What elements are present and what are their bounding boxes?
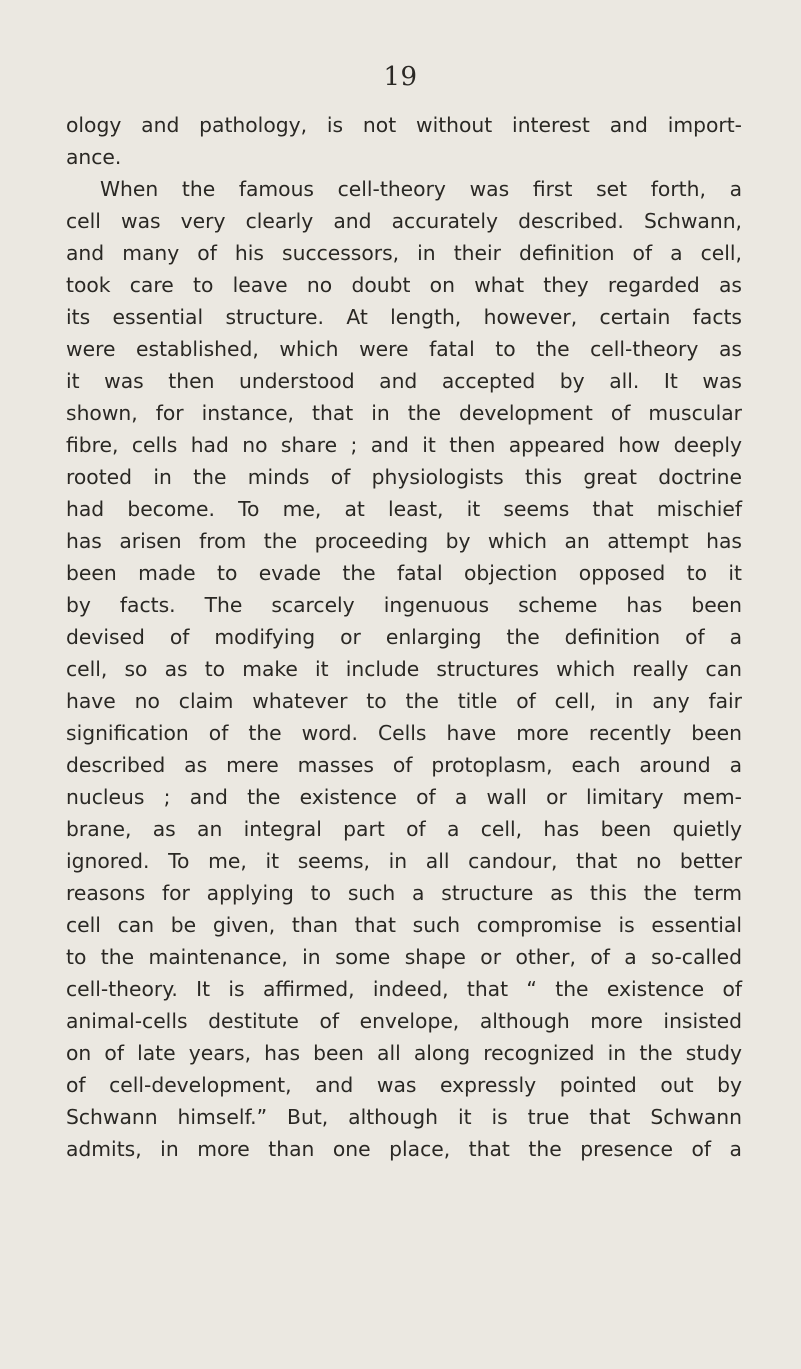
text-line: fibre, cells had no share ; and it then appeared how deeply: [66, 433, 742, 457]
text-line: ance.: [66, 145, 122, 169]
text-line: animal-cells destitute of envelope, although more insisted: [66, 1009, 742, 1033]
text-line: have no claim whatever to the title of cell, in any fair: [66, 689, 742, 713]
text-line: been made to evade the fatal objection opposed to it: [66, 561, 742, 585]
text-line: admits, in more than one place, that the presence of a: [66, 1137, 742, 1161]
text-line: cell was very clearly and accurately described. Schwann,: [66, 209, 742, 233]
text-line: nucleus ; and the existence of a wall or limitary mem-: [66, 785, 742, 809]
text-line: Schwann himself.” But, although it is true that Schwann: [66, 1105, 742, 1129]
text-line: its essential structure. At length, however, certain facts: [66, 305, 742, 329]
text-line: has arisen from the proceeding by which an attempt has: [66, 529, 742, 553]
text-line: cell-theory. It is affirmed, indeed, that “ the existence of: [66, 977, 742, 1001]
text-line: and many of his successors, in their definition of a cell,: [66, 241, 742, 265]
text-line: by facts. The scarcely ingenuous scheme has been: [66, 593, 742, 617]
text-line: ignored. To me, it seems, in all candour, that no better: [66, 849, 742, 873]
text-line: of cell-development, and was expressly pointed out by: [66, 1073, 742, 1097]
text-line: to the maintenance, in some shape or other, of a so-called: [66, 945, 742, 969]
text-line: When the famous cell-theory was first set forth, a: [100, 177, 742, 201]
text-line: cell, so as to make it include structures which really can: [66, 657, 742, 681]
text-line: ology and pathology, is not without interest and import-: [66, 113, 742, 137]
page-number: 19: [383, 62, 418, 92]
text-line: reasons for applying to such a structure as this the term: [66, 881, 742, 905]
text-line: brane, as an integral part of a cell, has been quietly: [66, 817, 742, 841]
text-line: rooted in the minds of physiologists this great doctrine: [66, 465, 742, 489]
text-line: signification of the word. Cells have more recently been: [66, 721, 742, 745]
text-line: devised of modifying or enlarging the definition of a: [66, 625, 742, 649]
body-text: [66, 109, 742, 1165]
text-line: took care to leave no doubt on what they regarded as: [66, 273, 742, 297]
text-line: had become. To me, at least, it seems that mischief: [66, 497, 742, 521]
text-line: cell can be given, than that such compromise is essential: [66, 913, 742, 937]
text-line: described as mere masses of protoplasm, each around a: [66, 753, 742, 777]
text-line: it was then understood and accepted by all. It was: [66, 369, 742, 393]
text-line: were established, which were fatal to the cell-theory as: [66, 337, 742, 361]
text-line: shown, for instance, that in the development of muscular: [66, 401, 742, 425]
text-line: on of late years, has been all along recognized in the study: [66, 1041, 742, 1065]
